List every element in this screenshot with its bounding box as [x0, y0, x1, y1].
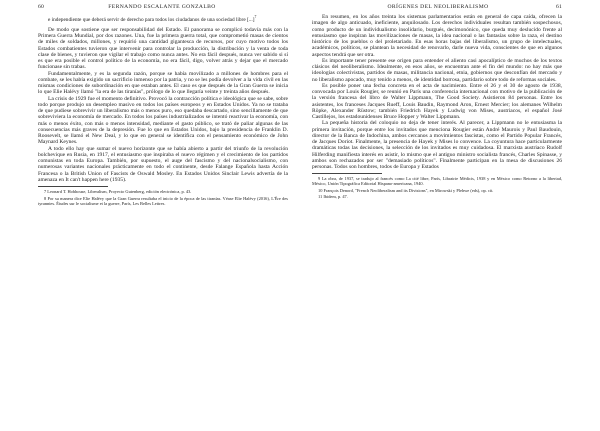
- paragraph: Es posible poner una fecha concreta en el acta de nacimiento. Entre el 26 y el 30 de agosto de 1938, convocada por Louis Rougier, se reunió en París una conferencia internacional con motivo de la publicación de la versión francesa del libro de Walter Lippmann, The Good Society. Asistieron 84 personas. Entre los asistentes, los franceses Jacques Rueff, Louis Baudin, Raymond Aron, Ernest Mercier; los alemanes Wilhelm Röpke, Alexander Rüstow; también Friedrich Hayek y Ludwig von Mises, austriacos, el español José Castillejos, los estadounidenses Bruce Hopper y Walter Lippmann.: [312, 82, 562, 120]
- block-quote-text: e independiente que deberá servir de derecho para todos los ciudadanos de una sociedad libre [...]: [48, 16, 255, 23]
- left-page-body: [38, 14, 288, 206]
- footnote-rule: [312, 173, 382, 174]
- right-page-number: 61: [556, 4, 562, 10]
- right-running-head: ORÍGENES DEL NEOLIBERALISMO: [387, 4, 489, 10]
- footnote: 7 Leonard T. Hobhouse, Liberalism, Proyecto Gutenberg, edición electrónica, p. 43.: [44, 189, 192, 195]
- right-page-body: [312, 14, 562, 199]
- paragraph: De modo que sostiene que ser responsabilidad del Estado. El panorama se complicó todavía más con la Primera Guerra Mundial, por dos razones. Una, fue la primera guerra total, que comprometió masas de cientos de miles de soldados, millones, y requirió una cantidad gigantesca de recursos, por cuyo motivo todos los Estados combatientes tuvieron que intervenir para controlar la producción, la distribución y la venta de toda clase de bienes, y tuvieron que vigilar el trabajo como nunca antes. No era fácil después, nunca ver sabido si sí es que era posible el control político de la economía, no era fácil, digo, volver atrás y dejar que el mercado funcionase sin trabas.: [38, 26, 288, 71]
- right-footnotes: [312, 176, 562, 199]
- paragraph: En resumen, en los años treinta los sistemas parlamentarios están en general de capa caída, ofrecen la imagen de algo anticuado, ineficiente, anquilosado. Los derechos individuales resultan también sospechosos, como producto de un individualismo insolidario, burgués, decimonónico, que queda muy deslucido frente al entusiasmo que inspiran las movilizaciones de masas, la idea nacional o las fantasías sobre la raza, el destino histórico de los pueblos o del proletariado. En esas horas bajas del liberalismo, un grupo de intelectuales, académicos, políticos, se plantean la necesidad de renovarlo, darle nueva vida, conscientes de que en algunos aspectos tendrá que ser otra.: [312, 14, 562, 58]
- footnote: 8 Por su manera dice Elie Halévy que la Gran Guerra resultaba el inicio de la época de las tiranías. Véase Elie Halévy (2016), L'Ère des tyrannies. Études sur le socialisme et la guerre, París, Les Belles Lettres.: [38, 195, 288, 206]
- left-page-header: [38, 4, 288, 14]
- paragraph: Es importante tener presente ese origen para entender el aliento casi apocalíptico de muchos de los textos clásicos del neoliberalismo. Idealmente, en esos años, se encuentran ante el fin del mundo: no hay más que ideologías colectivistas, partidos de masas, militancia nacional, etnia, gobiernos que desconfían del mercado y no liberalismo apocado, muy tenido a menos, de identidad borrosa, partidario sobre todo de reformas sociales.: [312, 57, 562, 83]
- footnote: 11 Ibidem, p. 47.: [318, 194, 348, 200]
- right-page-header: [312, 4, 562, 14]
- block-quote-note: 7: [254, 15, 257, 19]
- paragraph: La crisis de 1929 fue el momento definitivo. Provocó la contracción política e ideológica que se sabe, sobre todo porque produjo un desempleo masivo en todos los países europeos y en Estados Unidos. Ya no se trataba de que pudiese sobrevivir un liberalismo más o menos puro, eso quedaba descartado, sino sencillamente de que sobreviviera la economía de mercado. En todos los países industrializados se intentó reactivar la economía, con más o menos éxito, con más o menos intensidad, mediante el gasto público, se trató de paliar algunas de las consecuencias más graves de la depresión. Fue lo que en Estados Unidos, bajo la presidencia de Franklin D. Roosevelt, se llamó el New Deal, y lo que en general se identifica con el pensamiento económico de John Maynard Keynes.: [38, 95, 288, 146]
- block-quote: [48, 14, 280, 23]
- left-page-number: 60: [38, 4, 44, 10]
- left-running-head: FERNANDO ESCALANTE GONZALBO: [108, 4, 216, 10]
- footnote-rule: [38, 186, 108, 187]
- right-page: [300, 0, 600, 431]
- paragraph: La pequeña historia del coloquio no deja de tener interés. Al parecer, a Lippmann no le entusiasma la primera invitación, porque entre los invitados que menciona Rougier están André Maurois y Paul Baudouin, director de la Banca de Indochina, ambos cercanos a movimientos fascistas, como el Partido Popular Francés, de Jacques Doriot. Finalmente, la presencia de Hayek y Mises lo convence. La coyuntura hace particularmente dramáticas todas las decisiones, la selección de los invitados es muy cuidadosa. El marxista austriaco Rudolf Hilferding manifiesta interés en asistir, lo mismo que el antiguo ministro socialista francés, Charles Spinasse, y ambos son rechazados por ser "demasiado políticos". Finalmente participan en la mesa de discusiones 26 personas. Todos son hombres, todos de Europa y Estados: [312, 120, 562, 170]
- footnote: 9 La obra, de 1937, se tradujo al francés como La cité libre, París, Librairie Médicis, 1938 y en México como Retorno a la libertad, México, Unión Tipográfica Editorial Hispano-americana, 1940.: [312, 176, 562, 187]
- paragraph: A todo ello hay que sumar el nuevo horizonte que se había abierto a partir del triunfo de la revolución bolchevique en Rusia, en 1917, el entusiasmo que inspiraba el nuevo régimen y el crecimiento de los partidos comunistas en toda Europa. También, por supuesto, el auge del fascismo y del nacionalsocialismo, con numerosas variantes nacionales prácticamente en todo el continente, desde Falange Española hasta Acción Francesa o la British Union of Fascists de Oswald Mosley. En Estados Unidos Sinclair Lewis advertía de la amenaza en It can't happen here (1935).: [38, 145, 288, 183]
- paragraph: Fundamentalmente, y es la segunda razón, porque se había movilizado a millones de hombres para el combate, se les había exigido un sacrificio inmenso por la patria, y no se les podía devolver a la vida civil en las mismas condiciones de subordinación en que estaban antes. El caso es que después de la Gran Guerra se inicia lo que Elie Halévy llamó "la era de las tiranías", prólogo de lo que llegaría veinte y treinta años después.: [38, 70, 288, 96]
- footnote: 10 François Denord, "French Neoliberalism and its Divisions", en Mirowski y Plehwe (eds), op. cit.: [318, 187, 494, 193]
- left-footnotes: [38, 189, 288, 206]
